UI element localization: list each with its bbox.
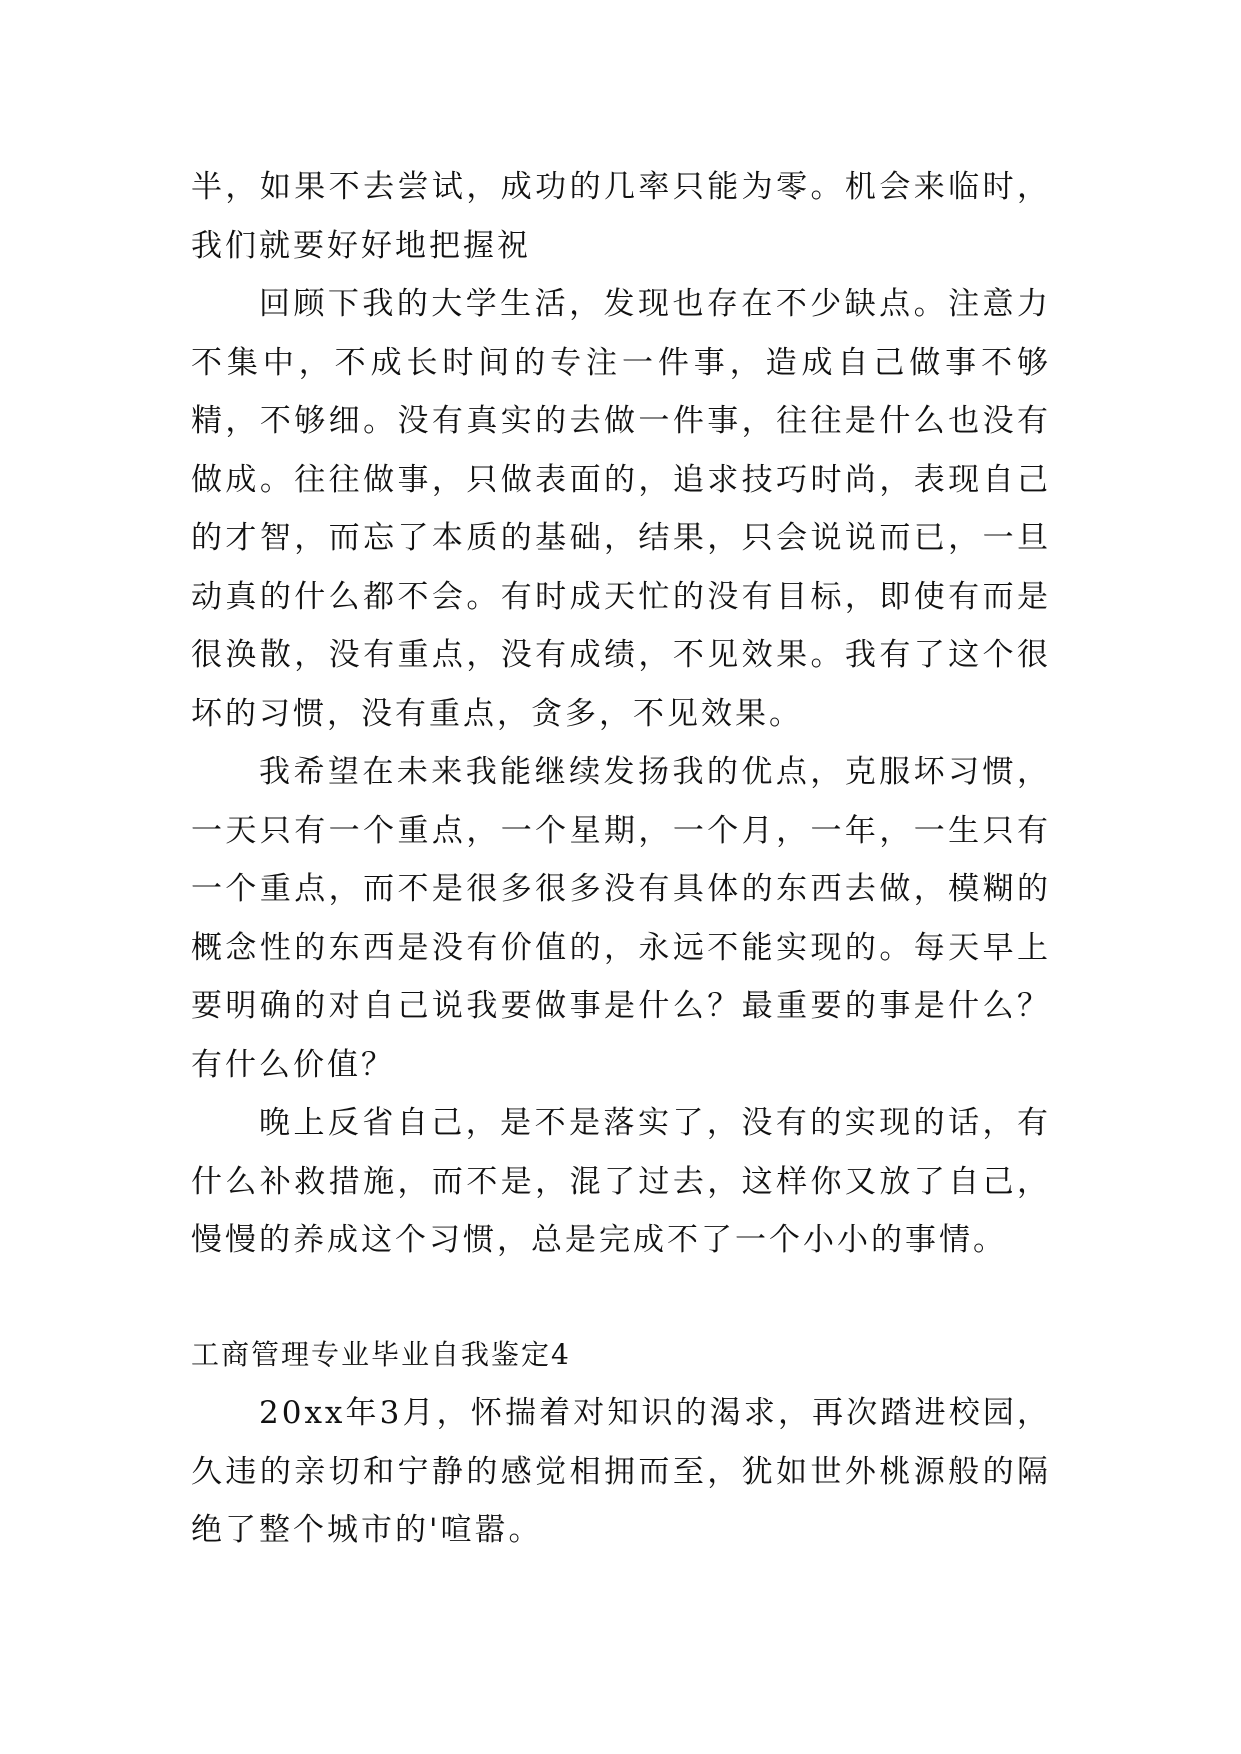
paragraph-return-to-campus: 20xx年3月，怀揣着对知识的渴求，再次踏进校园，久违的亲切和宁静的感觉相拥而至，犹如世外桃源般的隔绝了整个城市的'喧嚣。 bbox=[191, 1395, 1051, 1548]
paragraph-opportunity: 半，如果不去尝试，成功的几率只能为零。机会来临时，我们就要好好地把握祝 bbox=[191, 169, 1051, 264]
paragraph-shortcomings: 回顾下我的大学生活，发现也存在不少缺点。注意力不集中，不成长时间的专注一件事，造成自己做事不够精，不够细。没有真实的去做一件事，往往是什么也没有做成。往往做事，只做表面的，追求技巧时尚，表现自己的才智，而忘了本质的基础，结果，只会说说而已，一旦动真的什么都不会。有时成天忙的没有目标，即使有而是很涣散，没有重点，没有成绩，不见效果。我有了这个很坏的习惯，没有重点，贪多，不见效果。 bbox=[191, 286, 1051, 732]
paragraph-hopes: 我希望在未来我能继续发扬我的优点，克服坏习惯，一天只有一个重点，一个星期，一个月，一年，一生只有一个重点，而不是很多很多没有具体的东西去做，模糊的概念性的东西是没有价值的，永远不能实现的。每天早上要明确的对自己说我要做事是什么？最重要的事是什么？有什么价值？ bbox=[191, 754, 1051, 1083]
document-page bbox=[191, 158, 1051, 1560]
section-heading: 工商管理专业毕业自我鉴定4 bbox=[191, 1337, 571, 1371]
paragraph-reflection: 晚上反省自己，是不是落实了，没有的实现的话，有什么补救措施，而不是，混了过去，这样你又放了自己，慢慢的养成这个习惯，总是完成不了一个小小的事情。 bbox=[191, 1105, 1051, 1258]
